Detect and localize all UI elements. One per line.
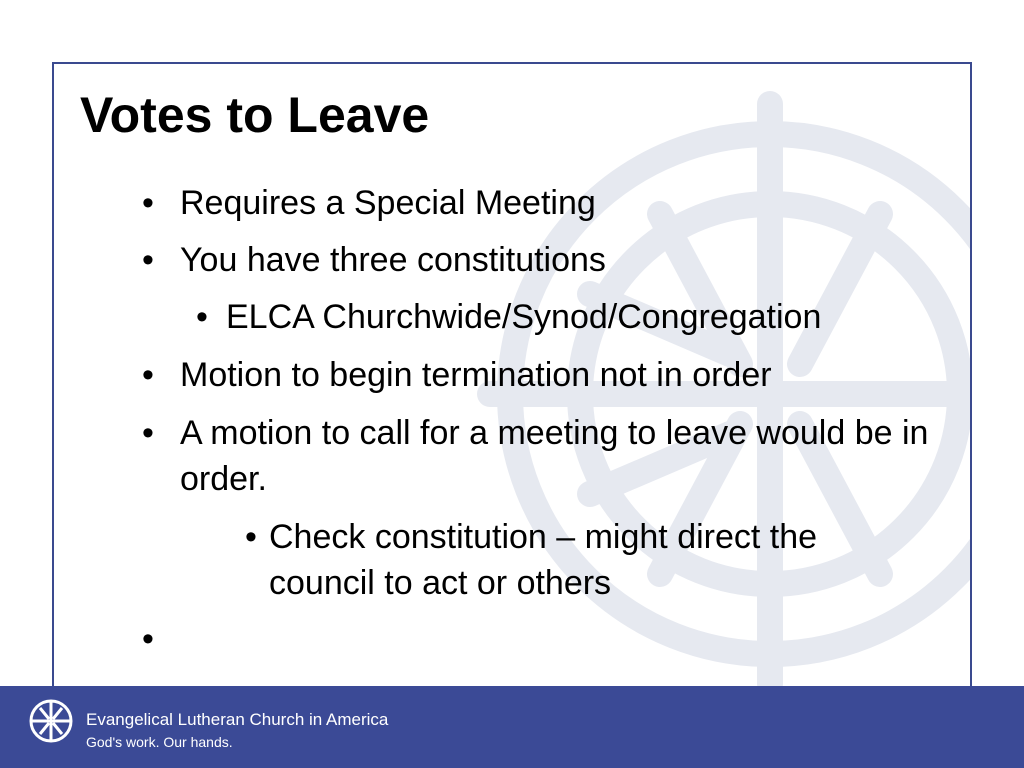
bullet-text: Requires a Special Meeting [180,184,596,222]
slide-title: Votes to Leave [80,87,430,143]
bullet-text: Motion to begin termination not in order [180,356,772,394]
bullet-text: A motion to call for a meeting to leave would be in order. [180,414,929,498]
bullet-text: You have three constitutions [180,241,606,279]
bullet-item [142,410,970,502]
bullet-text: Check constitution – might direct the council to act or others [269,518,818,602]
bullet-marker: • [196,298,208,336]
bullet-text: ELCA Churchwide/Synod/Congregation [226,298,822,336]
bullet-marker: • [142,414,154,452]
bullet-item-sub [196,294,822,340]
bullet-item [142,180,596,226]
bullet-item [142,352,772,398]
bullet-item-sub [245,514,929,606]
tagline: God's work. Our hands. [86,734,233,750]
bullet-marker: • [142,184,154,222]
bullet-marker: • [245,518,257,556]
organization-name: Evangelical Lutheran Church in America [86,710,389,729]
slide-frame [52,62,972,702]
bullet-marker: • [142,620,154,658]
bullet-item [142,237,606,283]
bullet-marker: • [142,356,154,394]
footer-bar [0,686,1024,768]
bullet-marker: • [142,241,154,279]
elca-cross-icon [28,698,74,744]
bullet-list [54,64,970,702]
